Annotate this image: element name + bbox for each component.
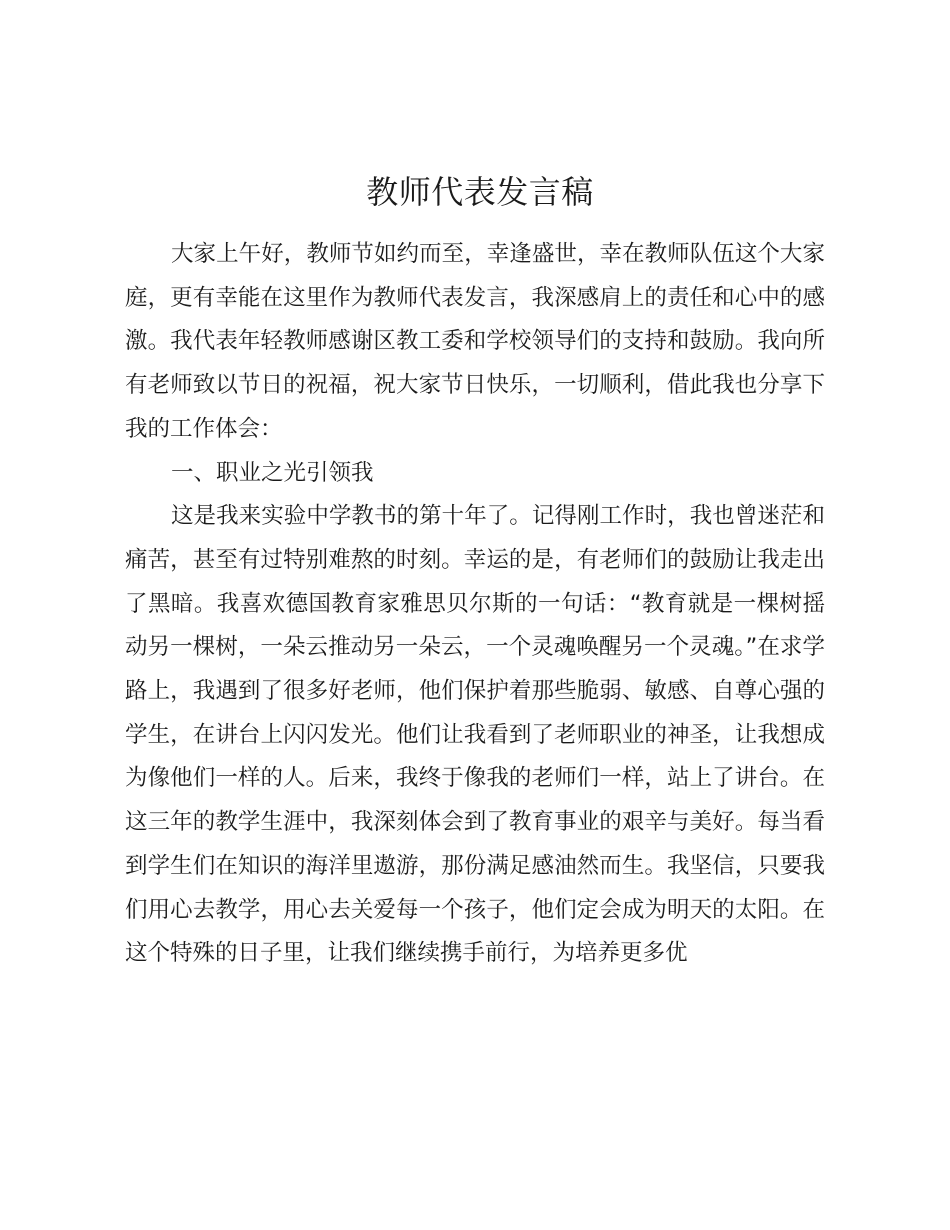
section-heading: 一、职业之光引领我: [171, 459, 374, 486]
paragraph-greeting: 大家上午好，教师节如约而至，幸逢盛世，幸在教师队伍这个大家庭，更有幸能在这里作为教师代表发言，我深感肩上的责任和心中的感激。我代表年轻教师感谢区教工委和学校领导们的支持和鼓励。我向所有老师致以节日的祝福，祝大家节日快乐，一切顺利，借此我也分享下我的工作体会：: [125, 241, 825, 442]
document-body: [125, 233, 825, 976]
document-title: 教师代表发言稿: [366, 173, 594, 211]
paragraph-career: 这是我来实验中学教书的第十年了。记得刚工作时，我也曾迷茫和痛苦，甚至有过特别难熬的时刻。幸运的是，有老师们的鼓励让我走出了黑暗。我喜欢德国教育家雅思贝尔斯的一句话：“教育就是一棵树摇动另一棵树，一朵云推动另一朵云，一个灵魂唤醒另一个灵魂。”在求学路上，我遇到了很多好老师，他们保护着那些脆弱、敏感、自尊心强的学生，在讲台上闪闪发光。他们让我看到了老师职业的神圣，让我想成为像他们一样的人。后来，我终于像我的老师们一样，站上了讲台。在这三年的教学生涯中，我深刻体会到了教育事业的艰辛与美好。每当看到学生们在知识的海洋里遨游，那份满足感油然而生。我坚信，只要我们用心去教学，用心去关爱每一个孩子，他们定会成为明天的太阳。在这个特殊的日子里，让我们继续携手前行，为培养更多优: [125, 503, 825, 967]
